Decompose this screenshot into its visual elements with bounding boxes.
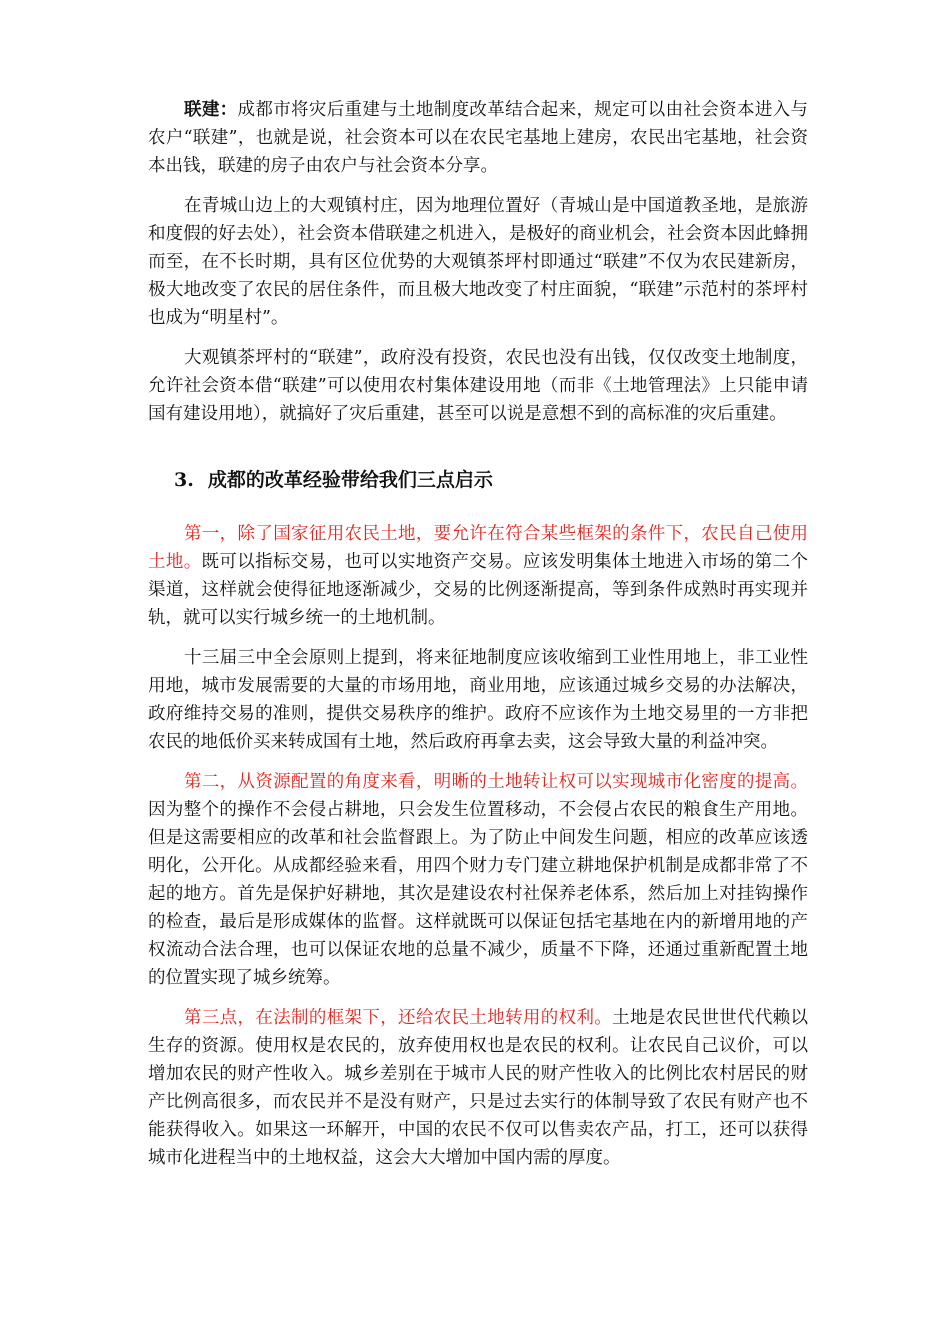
highlighted-statement: 第一，除了国家征用农民土地，要允许在符合某些框架的条件下，农民自己使用土地。 bbox=[148, 524, 808, 572]
paragraph-text: 土地是农民世世代代赖以生存的资源。使用权是农民的，放弃使用权也是农民的权利。让农民自己议价，可以增加农民的财产性收入。城乡差别在于城市人民的财产性收入的比例比农村居民的财产比例高很多，而农民并不是没有财产，只是过去实行的体制导致了农民有财产也不能获得收入。如果这一环解开，中国的农民不仅可以售卖农产品，打工，还可以获得城市化进程当中的土地权益，这会大大增加中国内需的厚度。 bbox=[148, 1008, 809, 1168]
section-title: 成都的改革经验带给我们三点启示 bbox=[207, 469, 493, 491]
paragraph-text: 在青城山边上的大观镇村庄，因为地理位置好（青城山是中国道教圣地，是旅游和度假的好去处），社会资本借联建之机进入，是极好的商业机会，社会资本因此蜂拥而至，在不长时期，具有区位优势的大观镇茶坪村即通过“联建”不仅为农民建新房，极大地改变了农民的居住条件，而且极大地改变了村庄面貌，“联建”示范村的茶坪村也成为“明星村”。 bbox=[148, 196, 808, 328]
paragraph-daguan-village bbox=[148, 192, 808, 332]
paragraph-text: 成都市将灾后重建与土地制度改革结合起来，规定可以由社会资本进入与农户“联建”，也就是说，社会资本可以在农民宅基地上建房，农民出宅基地，社会资本出钱，联建的房子由农户与社会资本分享。 bbox=[148, 100, 808, 176]
paragraph-text: 既可以指标交易，也可以实地资产交易。应该发明集体土地进入市场的第二个渠道，这样就会使得征地逐渐减少，交易的比例逐渐提高，等到条件成熟时再实现并轨，就可以实行城乡统一的土地机制。 bbox=[148, 552, 809, 628]
paragraph-point-three bbox=[148, 1004, 808, 1172]
paragraph-plenary-session bbox=[148, 644, 808, 756]
paragraph-lead-term: 联建： bbox=[184, 100, 238, 120]
paragraph-chaping-village bbox=[148, 344, 808, 428]
paragraph-lianjian bbox=[148, 96, 808, 180]
section-heading bbox=[174, 466, 808, 494]
paragraph-text: 因为整个的操作不会侵占耕地，只会发生位置移动，不会侵占农民的粮食生产用地。但是这需要相应的改革和社会监督跟上。为了防止中间发生问题，相应的改革应该透明化，公开化。从成都经验来看，用四个财力专门建立耕地保护机制是成都非常了不起的地方。首先是保护好耕地，其次是建设农村社保养老体系，然后加上对挂钩操作的检查，最后是形成媒体的监督。这样就既可以保证包括宅基地在内的新增用地的产权流动合法合理，也可以保证农地的总量不减少，质量不下降，还通过重新配置土地的位置实现了城乡统筹。 bbox=[148, 800, 808, 988]
section-number: 3. bbox=[174, 469, 194, 491]
paragraph-point-two bbox=[148, 768, 808, 992]
paragraph-point-one bbox=[148, 520, 808, 632]
highlighted-statement: 第二，从资源配置的角度来看，明晰的土地转让权可以实现城市化密度的提高。 bbox=[184, 772, 808, 792]
document-page bbox=[148, 96, 808, 1184]
paragraph-text: 大观镇茶坪村的“联建”，政府没有投资，农民也没有出钱，仅仅改变土地制度，允许社会资本借“联建”可以使用农村集体建设用地（而非《土地管理法》上只能申请国有建设用地），就搞好了灾后重建，甚至可以说是意想不到的高标准的灾后重建。 bbox=[148, 348, 808, 424]
highlighted-statement: 第三点，在法制的框架下，还给农民土地转用的权利。 bbox=[184, 1008, 613, 1028]
paragraph-text: 十三届三中全会原则上提到，将来征地制度应该收缩到工业性用地上，非工业性用地，城市发展需要的大量的市场用地，商业用地，应该通过城乡交易的办法解决，政府维持交易的准则，提供交易秩序的维护。政府不应该作为土地交易里的一方非把农民的地低价买来转成国有土地，然后政府再拿去卖，这会导致大量的利益冲突。 bbox=[148, 648, 808, 752]
